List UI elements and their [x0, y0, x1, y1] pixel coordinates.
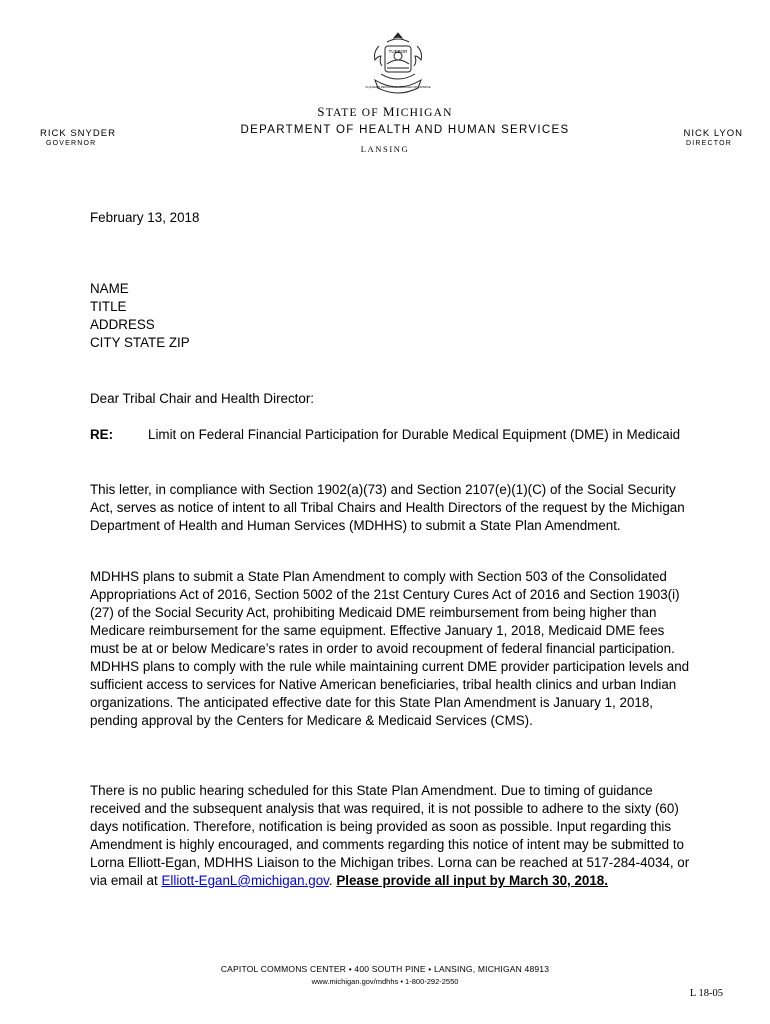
governor-name: RICK SNYDER	[40, 128, 116, 139]
department-heading: DEPARTMENT OF HEALTH AND HUMAN SERVICES	[240, 124, 570, 136]
seal-motto-top: TUEBOR	[388, 49, 408, 54]
address-line: NAME	[90, 281, 129, 296]
letter-date: February 13, 2018	[90, 210, 200, 225]
seal-motto-bottom: SI QUAERIS PENINSULAM AMOENAM CIRCUMSPICE	[365, 86, 431, 89]
address-line: ADDRESS	[90, 317, 155, 332]
after-link-text: .	[328, 873, 337, 888]
address-line: TITLE	[90, 299, 127, 314]
city-heading: LANSING	[360, 144, 410, 154]
director-name: NICK LYON	[683, 128, 743, 139]
state-heading: STATE OF MICHIGAN	[317, 104, 453, 119]
governor-title: GOVERNOR	[46, 140, 97, 147]
footer-contact: www.michigan.gov/mdhhs • 1-800-292-2550	[311, 977, 459, 986]
salutation: Dear Tribal Chair and Health Director:	[90, 391, 315, 406]
paragraph-2: MDHHS plans to submit a State Plan Amendment to comply with Section 503 of the Consolidated Appropriations Act of 2016, Section 5002 of the 21st Century Cures Act of 2016 and Section 1903(i)(27) of the Social Security Act, prohibiting Medicaid DME reimbursement from being higher than Medicare reimbursement for the same equipment. Effective January 1, 2018, Medicaid DME fees must be at or below Medicare’s rates in order to avoid recoupment of federal financial participation. MDHHS plans to comply with the rule while maintaining current DME provider participation levels and sufficient access to services for Native American beneficiaries, tribal health clinics and urban Indian organizations. The anticipated effective date for this State Plan Amendment is January 1, 2018, pending approval by the Centers for Medicare & Medicaid Services (CMS).	[90, 569, 690, 728]
deadline-notice: Please provide all input by March 30, 2018.	[336, 873, 608, 888]
paragraph-1: This letter, in compliance with Section 1902(a)(73) and Section 2107(e)(1)(C) of the Social Security Act, serves as notice of intent to all Tribal Chairs and Health Directors of the request by the Michigan Department of Health and Human Services (MDHHS) to submit a State Plan Amendment.	[90, 482, 685, 533]
subject-label: RE:	[90, 427, 114, 442]
recipient-address	[90, 280, 690, 352]
email-link[interactable]: Elliott-EganL@michigan.gov	[161, 873, 329, 888]
paragraph-3-text: There is no public hearing scheduled for this State Plan Amendment. Due to timing of guidance received and the subsequent analysis that was required, it is not possible to adhere to the sixty (60) days notification. Therefore, notification is being provided as soon as possible. Input regarding this Amendment is highly encouraged, and comments regarding this notice of intent may be submitted to Lorna Elliott-Egan, MDHHS Liaison to the Michigan tribes. Lorna can be reached at 517-284-4034, or via email at	[90, 783, 690, 888]
state-seal-icon	[365, 30, 431, 98]
footer-address: CAPITOL COMMONS CENTER • 400 SOUTH PINE • LANSING, MICHIGAN 48913	[220, 964, 550, 974]
director-title: DIRECTOR	[685, 140, 732, 147]
subject-text: Limit on Federal Financial Participation for Durable Medical Equipment (DME) in Medicaid	[148, 427, 681, 442]
paragraph-3	[90, 782, 690, 890]
form-number: L 18-05	[689, 988, 723, 999]
address-line: CITY STATE ZIP	[90, 335, 190, 350]
